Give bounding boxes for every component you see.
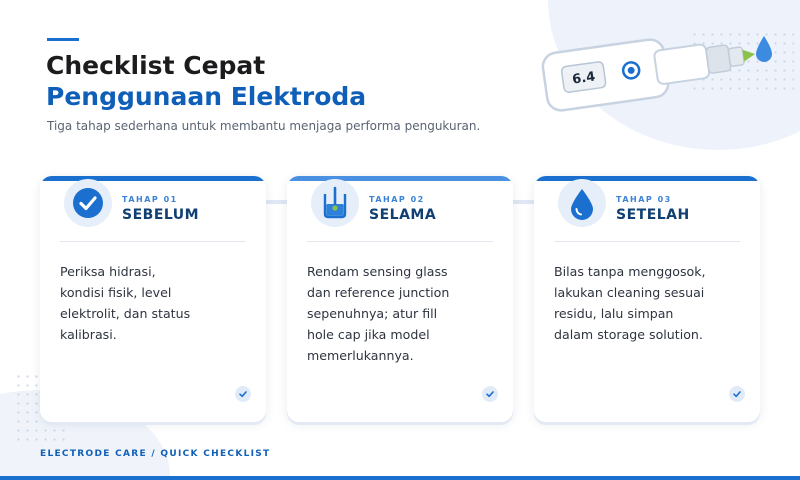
step-number-label: TAHAP 01 bbox=[122, 195, 178, 204]
water-drop-icon bbox=[558, 179, 606, 227]
bottom-accent-bar bbox=[0, 476, 800, 480]
small-check-icon bbox=[729, 386, 745, 402]
page-title-line1: Checklist Cepat bbox=[46, 51, 266, 80]
card-accent-bar bbox=[534, 176, 760, 181]
step-card-selama bbox=[287, 176, 513, 422]
step-card-sebelum bbox=[40, 176, 266, 422]
beaker-electrode-icon bbox=[311, 179, 359, 227]
description-line: memerlukannya. bbox=[307, 348, 414, 363]
check-circle-icon bbox=[64, 179, 112, 227]
description-line: kondisi fisik, level bbox=[60, 285, 172, 300]
card-divider bbox=[60, 241, 246, 242]
step-number-label: TAHAP 02 bbox=[369, 195, 425, 204]
step-title: SEBELUM bbox=[122, 207, 200, 223]
ph-electrode-illustration bbox=[538, 18, 788, 118]
step-description bbox=[554, 261, 746, 345]
description-line: hole cap jika model bbox=[307, 327, 430, 342]
step-title: SETELAH bbox=[616, 207, 690, 223]
card-accent-bar bbox=[40, 176, 266, 181]
step-title: SELAMA bbox=[369, 207, 437, 223]
description-line: Rendam sensing glass bbox=[307, 264, 448, 279]
description-line: Periksa hidrasi, bbox=[60, 264, 156, 279]
small-check-icon bbox=[482, 386, 498, 402]
title-accent-line bbox=[47, 38, 79, 41]
meter-reading: 6.4 bbox=[571, 69, 597, 88]
description-line: Bilas tanpa menggosok, bbox=[554, 264, 706, 279]
electrode-tip-icon bbox=[742, 48, 756, 62]
small-check-icon bbox=[235, 386, 251, 402]
description-line: sepenuhnya; atur fill bbox=[307, 306, 438, 321]
card-accent-bar bbox=[287, 176, 513, 181]
step-description bbox=[307, 261, 499, 366]
card-divider bbox=[307, 241, 493, 242]
card-divider bbox=[554, 241, 740, 242]
description-line: kalibrasi. bbox=[60, 327, 117, 342]
step-number-label: TAHAP 03 bbox=[616, 195, 672, 204]
page-title-line2: Penggunaan Elektroda bbox=[46, 82, 367, 111]
description-line: residu, lalu simpan bbox=[554, 306, 674, 321]
step-card-setelah bbox=[534, 176, 760, 422]
footer-label: ELECTRODE CARE / QUICK CHECKLIST bbox=[40, 449, 271, 459]
description-line: elektrolit, dan status bbox=[60, 306, 191, 321]
page-subtitle: Tiga tahap sederhana untuk membantu menjaga performa pengukuran. bbox=[47, 119, 481, 133]
description-line: dalam storage solution. bbox=[554, 327, 703, 342]
description-line: lakukan cleaning sesuai bbox=[554, 285, 705, 300]
description-line: dan reference junction bbox=[307, 285, 450, 300]
water-drop-icon bbox=[756, 36, 772, 62]
step-description bbox=[60, 261, 252, 345]
